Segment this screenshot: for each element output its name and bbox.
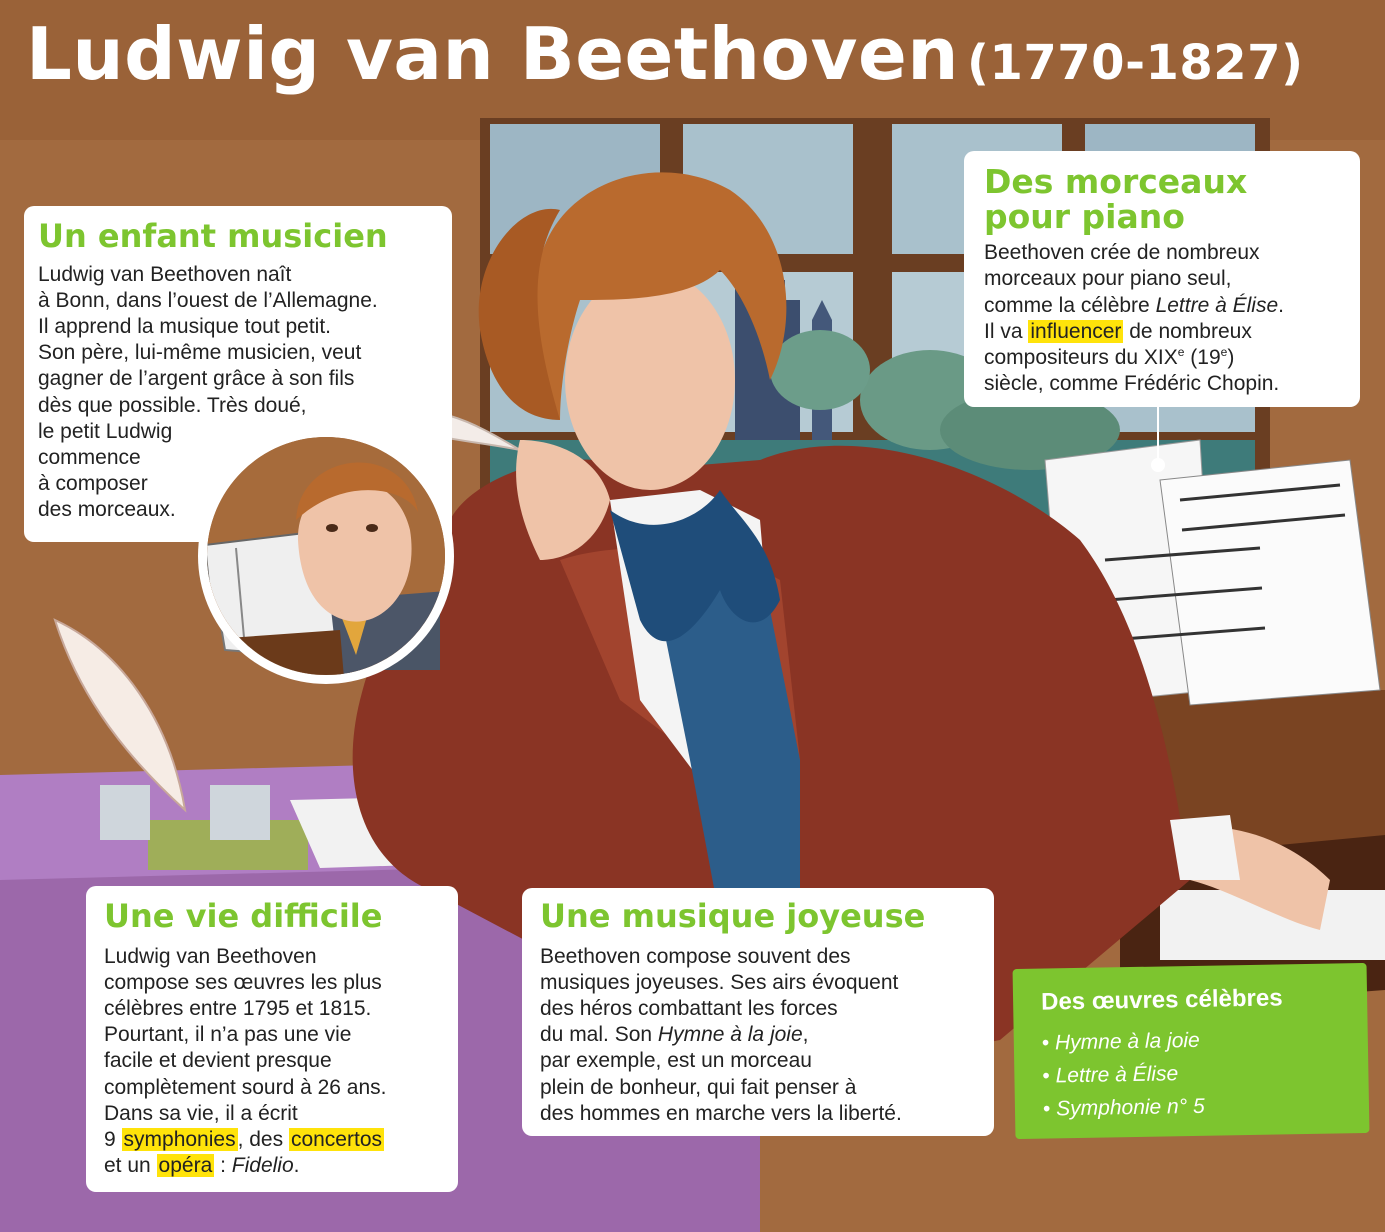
enfant-line: Ludwig van Beethoven naît	[38, 262, 292, 286]
morceaux-piano-box	[964, 151, 1360, 407]
joyeuse-line: des héros combattant les forces	[540, 997, 838, 1020]
text-fragment: compositeurs du XIX	[984, 346, 1178, 370]
text-fragment: (19	[1184, 346, 1221, 370]
enfant-line: commence	[38, 446, 141, 470]
vie-line: Ludwig van Beethoven	[104, 944, 317, 968]
piano-heading	[984, 162, 1348, 236]
vie-line	[104, 1127, 448, 1153]
enfant-line: le petit Ludwig	[38, 419, 173, 443]
text-fragment: et un	[104, 1154, 157, 1178]
vie-difficile-box	[86, 886, 458, 1192]
text-fragment: 9	[104, 1128, 122, 1152]
enfant-line: Il apprend la musique tout petit.	[38, 315, 332, 338]
text-fragment: :	[214, 1154, 232, 1178]
list-item: • Symphonie n° 5	[1043, 1087, 1360, 1126]
text-fragment: comme la célèbre	[984, 293, 1156, 317]
piano-line	[984, 293, 1348, 319]
text-fragment: de nombreux	[1123, 319, 1252, 343]
fidelio-title: Fidelio	[231, 1154, 294, 1178]
hymne-a-la-joie-title: Hymne à la joie	[657, 1023, 803, 1047]
list-item: • Lettre à Élise	[1042, 1054, 1359, 1093]
oeuvres-heading: Des œuvres célèbres	[1040, 984, 1283, 1016]
title-name: Ludwig van Beethoven	[26, 12, 960, 96]
joyeuse-line: par exemple, est un morceau	[540, 1049, 812, 1073]
musique-joyeuse-box	[522, 888, 994, 1136]
piano-heading-line: Des morceaux	[984, 162, 1248, 201]
piano-line: morceaux pour piano seul,	[984, 267, 1232, 291]
enfant-line: à Bonn, dans l’ouest de l’Allemagne.	[38, 288, 378, 312]
superscript: e	[1220, 345, 1228, 360]
piano-text	[984, 240, 1348, 397]
vie-line: facile et devient presque	[104, 1049, 332, 1073]
joyeuse-line: plein de bonheur, qui fait penser à	[540, 1075, 857, 1099]
text-fragment: Il va	[984, 319, 1029, 343]
enfant-line: gagner de l’argent grâce à son fils	[38, 367, 355, 391]
vie-line	[104, 1153, 448, 1179]
callout-pointer-line	[1157, 406, 1159, 464]
highlight-concertos: concertos	[290, 1128, 382, 1152]
piano-heading-line: pour piano	[984, 196, 1185, 236]
callout-pointer-dot	[1151, 458, 1165, 472]
text-fragment: , des	[237, 1128, 289, 1152]
joyeuse-line: des hommes en marche vers la liberté.	[540, 1101, 902, 1125]
enfant-line: Son père, lui-même musicien, veut	[38, 341, 362, 365]
enfant-line: à composer	[38, 472, 148, 496]
joyeuse-line	[540, 1022, 984, 1048]
piano-line: Beethoven crée de nombreux	[984, 241, 1260, 265]
text-fragment: du mal. Son	[540, 1023, 658, 1047]
joyeuse-heading: Une musique joyeuse	[540, 897, 926, 935]
superscript: e	[1177, 345, 1185, 360]
vie-line: Dans sa vie, il a écrit	[104, 1101, 298, 1125]
text-fragment: .	[1278, 293, 1284, 317]
joyeuse-text	[540, 944, 984, 1127]
joyeuse-line: musiques joyeuses. Ses airs évoquent	[540, 970, 899, 994]
vie-heading: Une vie difficile	[104, 897, 383, 935]
vie-line: célèbres entre 1795 et 1815.	[104, 997, 372, 1020]
oeuvres-list	[1042, 1021, 1360, 1125]
enfant-line: des morceaux.	[38, 498, 176, 522]
vie-text	[104, 944, 448, 1180]
enfant-line: dès que possible. Très doué,	[38, 393, 307, 417]
text-fragment: )	[1227, 346, 1235, 370]
text-fragment: .	[293, 1154, 300, 1178]
piano-line: siècle, comme Frédéric Chopin.	[984, 372, 1280, 396]
highlight-influencer: influencer	[1030, 319, 1122, 343]
vie-line: compose ses œuvres les plus	[104, 970, 382, 994]
lettre-a-elise-title: Lettre à Élise	[1155, 293, 1279, 317]
highlight-opera: opéra	[158, 1154, 213, 1178]
text-fragment: ,	[802, 1023, 809, 1047]
title-dates: (1770-1827)	[967, 35, 1304, 91]
oeuvres-celebres-box	[1013, 963, 1370, 1139]
piano-line	[984, 319, 1348, 345]
highlight-symphonies: symphonies	[123, 1128, 236, 1152]
young-beethoven-portrait	[195, 425, 457, 687]
joyeuse-line: Beethoven compose souvent des	[540, 944, 851, 968]
vie-line: Pourtant, il n’a pas une vie	[104, 1023, 352, 1047]
page-title	[26, 12, 1304, 96]
piano-line	[984, 345, 1348, 371]
enfant-heading: Un enfant musicien	[38, 217, 388, 255]
vie-line: complètement sourd à 26 ans.	[104, 1075, 387, 1099]
list-item: • Hymne à la joie	[1042, 1021, 1359, 1060]
